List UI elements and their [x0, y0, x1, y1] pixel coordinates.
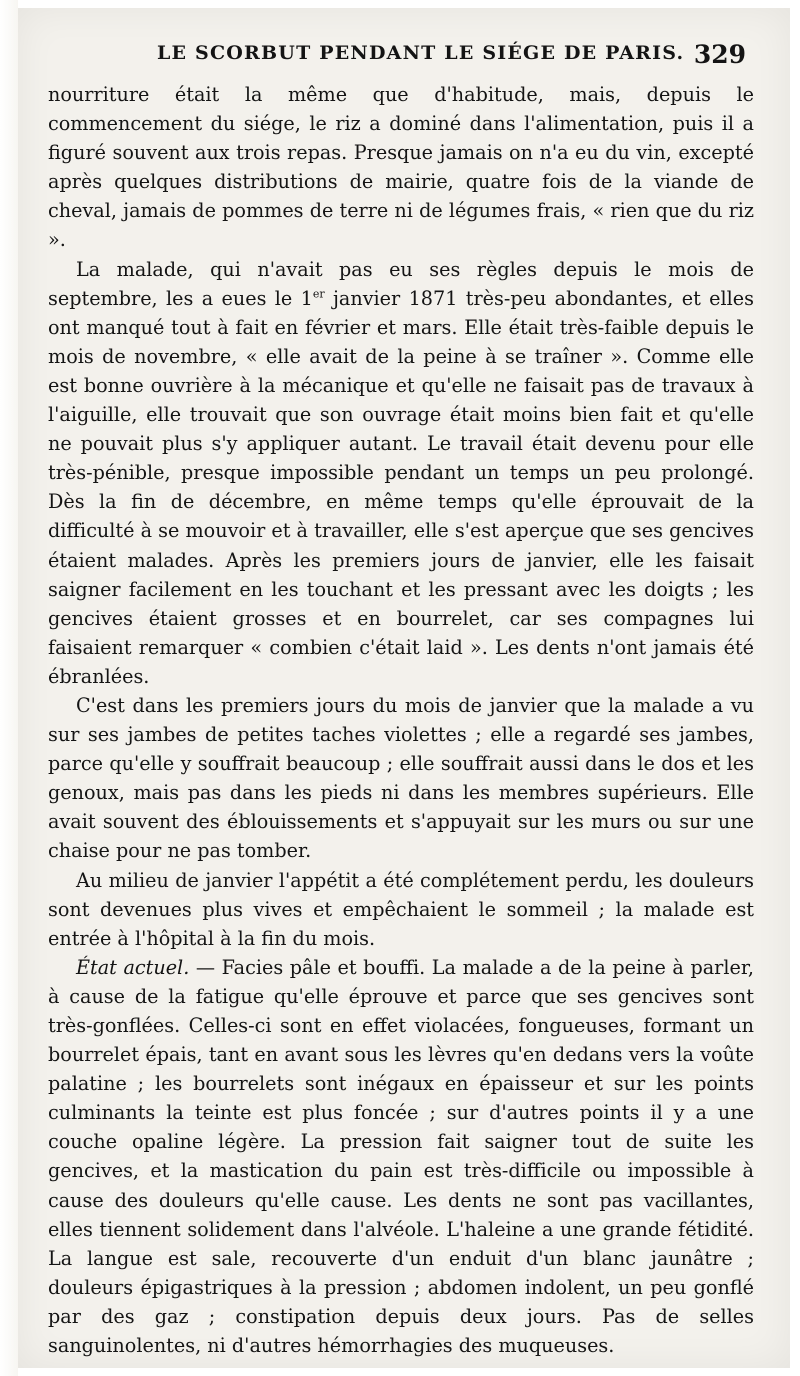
paragraph-admission: Au milieu de janvier l'appétit a été complétement perdu, les douleurs sont devenues plus vives et empêchaient le sommeil ; la malade est entrée à l'hôpital à la fin du mois. — [48, 868, 754, 950]
section-heading-etat-actuel: État actuel. — [76, 955, 190, 979]
page-header — [0, 40, 800, 74]
paragraph-history — [48, 255, 754, 691]
page-margin — [0, 0, 18, 1376]
paragraph-diet: nourriture était la même que d'habitude, mais, depuis le commencement du siége, le riz a dominé dans l'alimentation, puis il a figuré souvent aux trois repas. Presque jamais on n'a eu du vin, excepté après quelques distributions de mairie, quatre fois de la viande de cheval, jamais de pommes de terre ni de légumes frais, « rien que du riz ». — [48, 83, 754, 252]
paragraph-symptoms: C'est dans les premiers jours du mois de janvier que la malade a vu sur ses jambes de petites taches violettes ; elle a regardé ses jambes, parce qu'elle y souffrait beaucoup ; elle souffrait aussi dans le dos et les genoux, mais pas dans les pieds ni dans les membres supérieurs. Elle avait souvent des éblouissements et s'appuyait sur les murs ou sur une chaise pour ne pas tomber. — [48, 693, 754, 863]
paragraph-current-state — [48, 953, 754, 1360]
page-number: 329 — [693, 40, 746, 69]
paragraph-history-text-2: janvier 1871 très-peu abondantes, et elles ont manqué tout à fait en février et mars. Elle était très-faible depuis le mois de novembre, « elle avait de la peine à se traîner ». Comme elle est bonne ouvrière à la mécanique et qu'elle ne faisait pas de travaux à l'aiguille, elle trouvait que son ouvrage était moins bien fait et qu'elle ne pouvait plus s'y appliquer autant. Le travail était devenu pour elle très-pénible, presque impossible pendant un temps un peu prolongé. Dès la fin de décembre, en même temps qu'elle éprouvait de la difficulté à se mouvoir et à travailler, elle s'est aperçue que ses gencives étaient malades. Après les premiers jours de janvier, elle les faisait saigner facilement en les touchant et les pressant avec les doigts ; les gencives étaient grosses et en bourrelet, car ses compagnes lui faisaient remarquer « combien c'était laid ». Les dents n'ont jamais été ébranlées. — [48, 286, 755, 688]
ordinal-superscript: er — [312, 287, 325, 301]
running-title: LE SCORBUT PENDANT LE SIÉGE DE PARIS. — [157, 42, 685, 64]
paragraph-current-state-text: — Facies pâle et bouffi. La malade a de la peine à parler, à cause de la fatigue qu'elle éprouve et parce que ses gencives sont très-gonflées. Celles-ci sont en effet violacées, fongueuses, formant un bourrelet épais, tant en avant sous les lèvres qu'en dedans vers la voûte palatine ; les bourrelets sont inégaux en épaisseur et sur les points culminants la teinte est plus foncée ; sur d'autres points il y a une couche opaline légère. La pression fait saigner tout de suite les gencives, et la mastication du pain est très-difficile ou impossible à cause des douleurs qu'elle cause. Les dents ne sont pas vacillantes, elles tiennent solidement dans l'alvéole. L'haleine a une grande fétidité. La langue est sale, recouverte d'un enduit d'un blanc jaunâtre ; douleurs épigastriques à la pression ; abdomen indolent, un peu gonflé par des gaz ; constipation depuis deux jours. Pas de selles sanguinolentes, ni d'autres hémorrhagies des muqueuses. — [48, 955, 754, 1358]
paragraph-history-text-1: La malade, qui n'avait pas eu ses règles depuis le mois de septembre, les a eues le 1 — [48, 257, 754, 310]
page-body — [48, 80, 754, 1360]
